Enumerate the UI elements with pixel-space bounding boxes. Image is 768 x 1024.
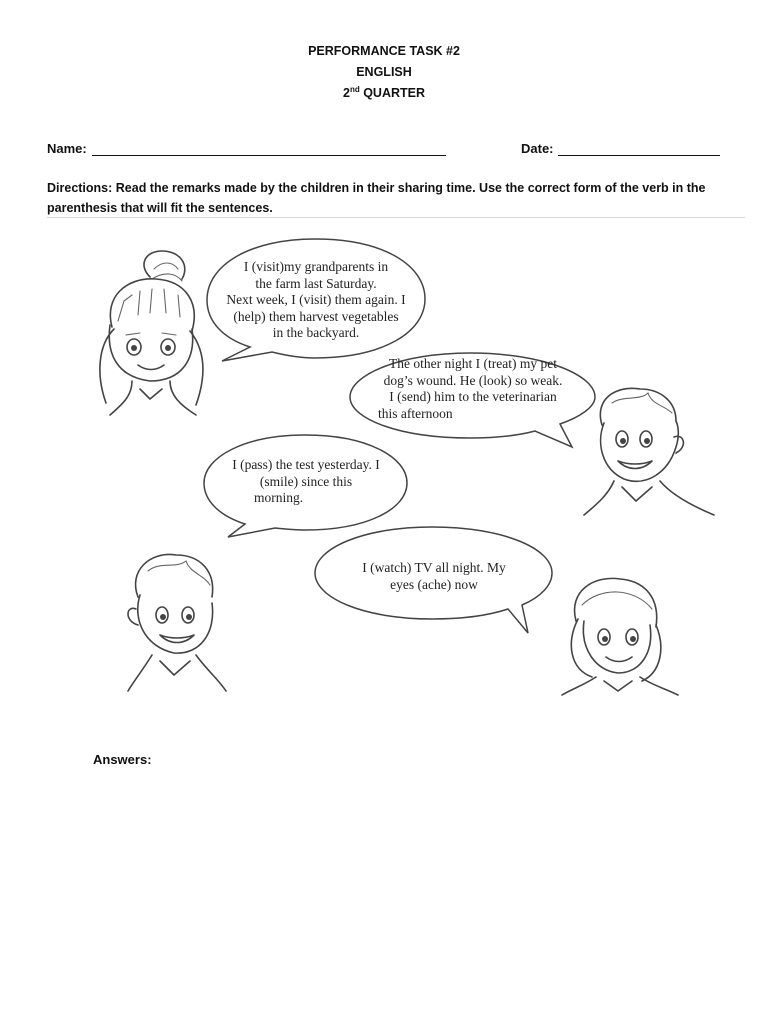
illustration (0, 225, 768, 705)
boy-right-drawing (584, 388, 714, 515)
date-label: Date: (521, 141, 554, 156)
bubble-1-text (207, 259, 425, 342)
task-title: PERFORMANCE TASK #2 (308, 44, 460, 58)
directions-text: Directions: Read the remarks made by the children in their sharing time. Use the correct form of the verb in the parenthesis that will fit the sentences. (47, 181, 706, 215)
bubble-2-line: I (send) him to the veterinarian (389, 389, 557, 404)
bubble-1-line: the farm last Saturday. (255, 275, 377, 291)
subject-title: ENGLISH (356, 65, 412, 79)
bubble-2-line: dog’s wound. He (look) so weak. (383, 372, 563, 388)
bubble-1-line: in the backyard. (272, 325, 360, 340)
name-label: Name: (47, 141, 87, 156)
quarter-suffix: nd (349, 85, 360, 94)
quarter-number: 2 (342, 86, 350, 101)
answers-label: Answers: (93, 752, 152, 767)
bubble-4-line: eyes (ache) now (390, 576, 478, 592)
girl-with-bun-drawing (100, 251, 203, 415)
bubble-2-line: this afternoon (378, 405, 453, 421)
bubble-3-line: (smile) since this (259, 473, 353, 489)
bubble-4-text (318, 560, 550, 593)
girl-with-headband-drawing (562, 578, 678, 695)
bubble-2-line: The other night I (treat) my pet (389, 356, 557, 371)
bubble-3-line: morning. (254, 490, 304, 505)
bubble-1-line: (help) them harvest vegetables (233, 308, 399, 324)
bubble-1-line: I (visit)my grandparents in (243, 259, 389, 274)
date-field[interactable] (558, 155, 720, 156)
boy-left-drawing (128, 554, 226, 691)
bubble-3-line: I (pass) the test yesterday. I (232, 457, 380, 472)
bubble-4-line: I (watch) TV all night. My (362, 560, 506, 575)
divider (47, 217, 745, 218)
bubble-3-text (206, 457, 406, 507)
bubble-1-line: Next week, I (visit) them again. I (226, 292, 406, 307)
quarter-title (0, 85, 768, 100)
bubble-2-text (358, 356, 588, 422)
quarter-word: QUARTER (363, 86, 426, 101)
name-field[interactable] (92, 155, 446, 156)
